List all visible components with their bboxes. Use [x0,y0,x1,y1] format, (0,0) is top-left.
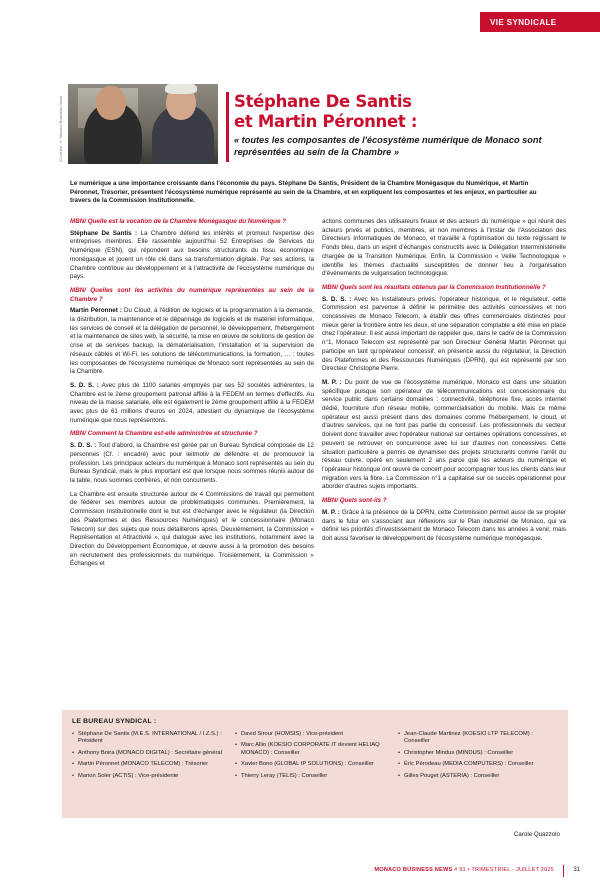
bureau-member: • Gilles Pouget (ASTERIA) : Conseiller [398,773,553,780]
speaker: S. D. S. : [70,442,97,450]
footer-divider [563,865,564,877]
headline [234,92,574,158]
bureau-member: • Anthony Boira (MONACO DIGITAL) : Secrétaire général [72,750,227,757]
article-title [234,92,574,132]
bureau-member: • Éric Pérodeau (MEDIA COMPUTERS) : Conseiller [398,761,553,768]
bureau-member: • Marc Allio (KOESIO CORPORATE IT devient HELIAQ MONACO) : Conseiller [235,742,390,757]
speaker: S. D. S. : [322,295,352,303]
section-tag: VIE SYNDICALE [480,12,600,32]
answer-text: Grâce à la présence de la DPRN, cette Commission permet aussi de se projeter dans le futur en s'associant aux réflexions sur le Plan industriel de Monaco, qui va définir les priorités d'investissement de Monaco Telecom dans les années à venir, mais doit aussi favoriser le développement de l'écosystème numérique monégasque. [322,508,566,542]
question-4: MBN/ Quels sont les résultats obtenus par la Commission Institutionnelle ? [322,283,546,291]
bureau-member: • Marion Soler (ACTIS) : Vice-présidente [72,773,227,780]
answer-3b: La Chambre est ensuite structurée autour de 4 Commissions de travail qui permettent de fédérer ses membres autour de problématiques communes. Premièrement, la Commission Institutionnelle dont le but est d'échanger avec le régulateur (la Direction des Plateformes et des Ressources Numériques) et le concessionnaire (Monaco Telecom) sur des sujets que nous détaillerons après. Deuxièmement, la Commission « Représentation et Attractivité », qui dialogue avec les institutions, notamment avec la Direction du Développement Économique, et œuvre aussi à la promotion des besoins en recrutement des professionnels du numérique. Troisièmement, la Commission « Échanges et [70,490,314,568]
answer-3 [70,442,314,486]
answer-4b [322,379,566,492]
title-line-1: Stéphane De Santis [234,92,412,111]
page-number: 31 [573,867,580,873]
answer-text: Tout d'abord, la Chambre est gérée par un Bureau Syndical composée de 12 personnes (Cf. : encadré) avec pour leitmotiv de défendre et de promouvoir la profession. Les principaux acteurs du numérique à Monaco sont représentés au sein du Bureau Syndical, mais le plus important est que lorsque nous sommes réunis autour de la table, nous sommes confrères, et non concurrents. [70,442,315,484]
bureau-column-1 [72,731,227,784]
answer-text: Avec plus de 1100 salariés employés par ses 52 sociétés adhérentes, la Chambre est le 2ème groupement patronal affilié à la FEDEM en termes d'effectifs. Au niveau de la masse salariale, elle est également le 2ème groupement affilié à la FEDEM avec plus de 61 millions d'euros en 2024, attestant du dynamique de l'écosystème numérique que nous représentons. [70,381,314,424]
title-line-2: et Martin Péronnet : [234,112,418,131]
bureau-member: • Xavier Bono (GLOBAL IP SOLUTIONS) : Conseiller [235,761,390,768]
question-3: MBN/ Comment la Chambre est-elle administrée et structurée ? [70,430,258,438]
issue-info: # 91 • TRIMESTRIEL - JUILLET 2025 [454,867,554,873]
answer-text: La Chambre défend les intérêts et promeut l'expertise des entreprises membres. Elle rassemble aujourd'hui 52 Entreprises de Services du Numérique (ESN), qui répondent aux besoins structurants du tissu économique monégasque et jouent un rôle clé dans sa transformation digitale. Par ses actions, la Chambre contribue au développement et à l'attractivité de l'écosystème numérique du pays. [70,229,314,281]
left-column [70,218,314,574]
answer-2 [70,307,314,377]
footer-publication [374,867,554,873]
speaker: M. P. : [322,378,342,386]
speaker: M. P. : [322,508,340,516]
bureau-member: • David Sirour (HOMSIS) : Vice-président [235,731,390,738]
bureau-member: • Martin Péronnet (MONACO TELECOM) : Trésorier [72,761,227,768]
question-2: MBN/ Quelles sont les activités du numérique représentées au sein de la Chambre ? [70,286,314,303]
answer-4 [322,296,566,374]
bureau-column-2 [235,731,390,784]
author-signature: Carole Quazzolo [513,831,560,838]
bureau-member: • Thierry Leray (TELIS) : Conseiller [235,773,390,780]
speaker: S. D. S. : [70,381,99,389]
bureau-column-3 [398,731,553,784]
bureau-member: • Christopher Mindus (MINDUS) : Conseiller [398,750,553,757]
bureau-member: • Jean-Claude Martinez (KOESIO LTP TELECOM) : Conseiller [398,731,553,746]
magazine-name: MONACO BUSINESS NEWS [374,867,453,873]
bureau-title: LE BUREAU SYNDICAL : [72,718,157,725]
question-1: MBN/ Quelle est la vocation de la Chambre Monégasque du Numérique ? [70,218,287,225]
answer-3c: actions communes des utilisateurs finaux et des acteurs du numérique » qui réunit des acteurs privés et publics, membres, et non membres à l'instar de l'Association des Directeurs Informatiques de Monaco, et travaille à l'optimisation du texte régissant le Fonds bleu, dans un esprit d'échanges constructifs avec la Délégation Interministérielle chargée de la Transition Numérique. Enfin, la Commission « Veille Technologique » identifie les thèmes d'actualité susceptibles de donner lieu à l'organisation d'événements de vulgarisation technologique. [322,218,566,278]
page-footer [0,864,600,880]
answer-2b [70,382,314,426]
answer-text: Du point de vue de l'écosystème numérique, Monaco est dans une situation spécifique puisque son opérateur de télécommunications est concessionnaire du service public dans certains domaines : connectivité, téléphonie fixe, accès internet dédié, fourniture d'un réseau mobile, commercialisation du mobile. Mais ce même opérateur est aussi présent dans des domaines comme l'hébergement, le cloud, et d'autres services, qui ne font pas partie du concessif. Les professionnels du secteur doivent donc travailler avec l'opérateur national sur certaines opérations concessives, et peuvent se retrouver en concurrence avec lui sur d'autres non concessives. Cette situation particulière a permis de dynamiser des projets structurants comme l'arrêt du réseau cuivre, opéré en seulement 2 ans parce que les acteurs du numérique et l'opérateur historique ont œuvré de concert pour accompagner tous les clients dans leur migration vers la fibre. La Commission n°1 a capitalisé sur ce succès opérationnel pour aborder d'autres sujets importants. [322,378,566,491]
person-left-head [96,86,126,120]
portrait-photo [68,84,218,164]
article-intro: Le numérique a une importance croissante dans l'économie du pays. Stéphane De Santis, Président de la Chambre Monégasque du Numérique, et Martin Péronnet, Trésorier, présentent l'écosystème numérique représenté au sein de la Chambre, et en expliquent les composantes et les enjeux, en particulier au travers de la Commission Institutionnelle. [70,180,537,205]
answer-1 [70,230,314,282]
person-right-hair [165,84,197,94]
bureau-box [62,710,568,818]
photo-credit: Ci-contre © Monaco Business News [58,95,63,162]
speaker: Martin Péronnet : [70,307,122,315]
question-5: MBN/ Quels sont-ils ? [322,497,387,505]
speaker: Stéphane De Santis : [70,229,138,237]
answer-text: Avec les installateurs privés, l'opérateur historique, et le régulateur, cette Commission est parvenue à définir le périmètre des activités concessives et non concessives de Monaco Telecom, à établir des offres commerciales distinctes pour mieux gérer la frontière entre les deux, et une séparation comptable a été mise en place chez l'opérateur. Il est aussi important de rappeler que, dans le cadre de la Commission n°1, Monaco Telecom est représenté par son Directeur Général Martin Péronnet qui participe en tant qu'opérateur concessif, en présence aussi du régulateur, la Direction des Plateformes et des Ressources Numériques (DPRN), qui est représenté par son Directeur Christophe Pierre. [322,295,566,373]
bureau-member: • Stéphane De Santis (M.E.S. INTERNATIONAL / I.Z.S.) : Président [72,731,227,746]
right-column [322,218,566,549]
answer-text: Du Cloud, à l'édition de logiciels et la programmation à la demande, la distribution, la maintenance et le dépannage de logiciels et de matériel informatique, les services de conseil et la délégation de personnel, le développement, l'hébergement et la maintenance de sites web, la sécurité, la mise en œuvre de solutions de gestion de crise et de services backup, la dématérialisation, l'installation et la supervision de réseaux câblés et Wi-Fi, les solutions de télécommunications, la formation, … : toutes les composantes de l'écosystème numérique de Monaco sont représentées au sein de la Chambre. [70,307,314,376]
answer-5 [322,509,566,544]
headline-rule [226,92,229,162]
article-subtitle: « toutes les composantes de l'écosystème numérique de Monaco sont représentées au sein de la Chambre » [234,135,542,157]
